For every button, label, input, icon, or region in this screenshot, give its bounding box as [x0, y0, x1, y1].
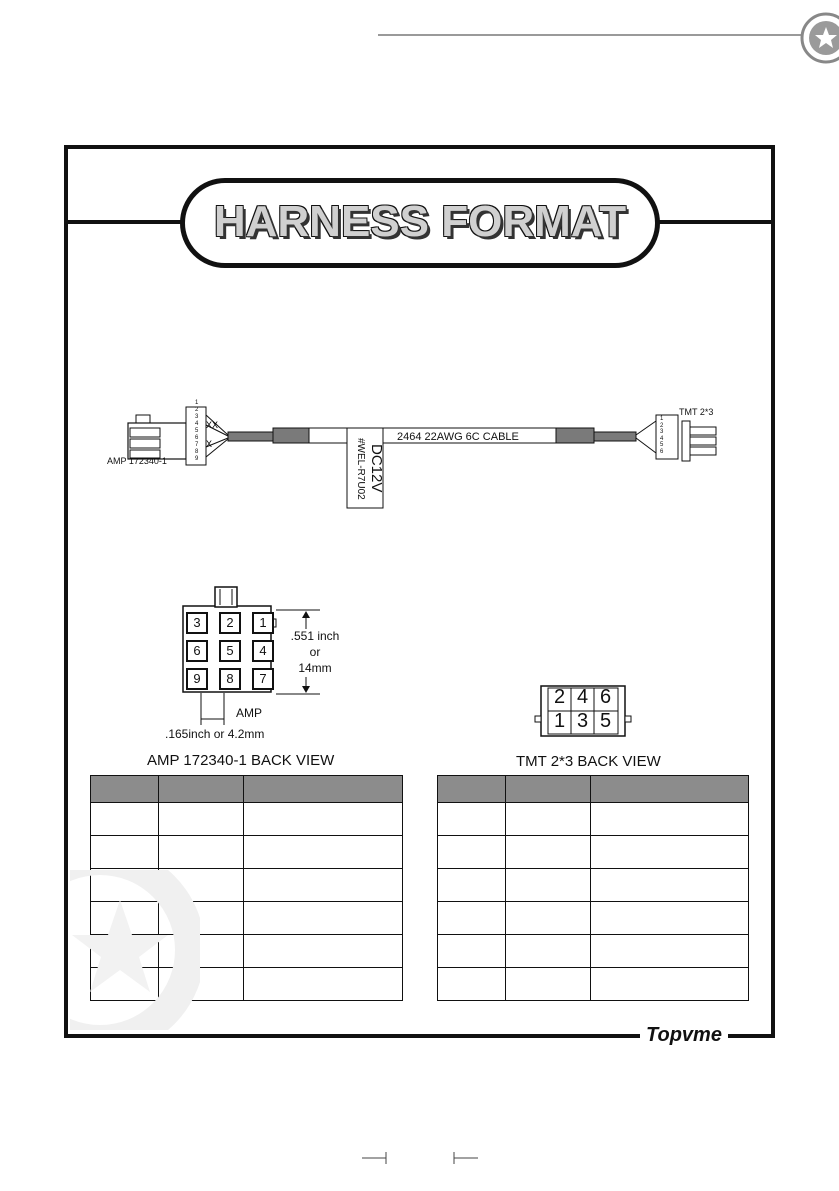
tag-part-number: #WEL-R7U02 — [355, 438, 366, 500]
table-header-cell — [159, 776, 244, 803]
table-cell — [244, 803, 403, 836]
amp-pin-list — [195, 400, 198, 463]
amp-harness-pin: 4 — [195, 421, 199, 427]
table-row — [438, 803, 749, 836]
table-cell — [244, 935, 403, 968]
amp-brand-label: AMP — [236, 706, 263, 720]
amp-pin-grid — [186, 612, 274, 696]
brand-logo: Topvme — [640, 1024, 728, 1047]
table-cell — [244, 902, 403, 935]
table-header-cell — [244, 776, 403, 803]
tmt-harness-pin: 3 — [660, 429, 664, 435]
tag-voltage: DC12V — [368, 444, 385, 493]
table-cell — [244, 968, 403, 1001]
table-cell — [506, 803, 591, 836]
table-header-cell — [506, 776, 591, 803]
amp-height-line1: .551 inch — [290, 629, 340, 643]
amp-pin-cell: 2 — [219, 612, 241, 634]
table-cell — [438, 803, 506, 836]
cable-sleeve-left — [228, 432, 273, 441]
table-cell — [438, 968, 506, 1001]
table-cell — [591, 968, 749, 1001]
table-row — [438, 935, 749, 968]
amp-pin-cell: 3 — [186, 612, 208, 634]
table-cell — [591, 836, 749, 869]
cable-heatshrink-right — [556, 428, 594, 443]
tmt-caption: TMT 2*3 BACK VIEW — [516, 753, 661, 770]
table-cell — [438, 935, 506, 968]
tmt-harness-pin: 1 — [660, 416, 664, 422]
table-cell — [91, 836, 159, 869]
table-cell — [506, 968, 591, 1001]
page-title: HARNESS FORMAT — [213, 197, 627, 246]
table-header-cell — [91, 776, 159, 803]
table-cell — [591, 869, 749, 902]
cable-spec-label: 2464 22AWG 6C CABLE — [397, 431, 519, 443]
table-cell — [438, 902, 506, 935]
table-cell — [591, 803, 749, 836]
tmt-harness-pin: 5 — [660, 442, 664, 448]
amp-width-dimension: .165inch or 4.2mm — [165, 727, 265, 741]
tmt-pin-cell: 3 — [576, 710, 589, 732]
tmt-harness-pin: 2 — [660, 422, 664, 429]
tmt-pin-cell: 6 — [599, 686, 612, 708]
amp-pin-cell: 7 — [252, 668, 274, 690]
table-cell — [506, 902, 591, 935]
amp-pin-cell: 4 — [252, 640, 274, 662]
table-row — [438, 836, 749, 869]
table-cell — [506, 869, 591, 902]
tmt-pin-cell: 1 — [553, 710, 566, 732]
title-rule-left — [68, 220, 183, 224]
table-header-cell — [438, 776, 506, 803]
table-cell — [506, 836, 591, 869]
table-cell — [244, 836, 403, 869]
amp-height-line3: 14mm — [298, 661, 332, 675]
amp-pin-cell: 8 — [219, 668, 241, 690]
page-marker-icon — [360, 1150, 490, 1170]
cable-tag-text — [347, 428, 383, 508]
tmt-pin-grid — [548, 686, 618, 734]
amp-pin-cell: 1 — [252, 612, 274, 634]
table-row — [438, 968, 749, 1001]
title-rule-right — [657, 220, 772, 224]
tmt-harness-pin: 4 — [660, 435, 664, 442]
svg-text:XX: XX — [206, 420, 219, 430]
amp-pin-cell: 5 — [219, 640, 241, 662]
amp-harness-pin: 2 — [195, 407, 199, 413]
tmt-connector-drawing — [636, 415, 716, 461]
amp-height-dimension — [288, 628, 342, 676]
tmt-pin-cell: 4 — [576, 686, 589, 708]
amp-caption: AMP 172340-1 BACK VIEW — [147, 752, 335, 769]
corner-emblem-icon — [800, 8, 839, 68]
table-cell — [438, 869, 506, 902]
amp-harness-pin: 6 — [195, 435, 199, 441]
cable-sleeve-right — [594, 432, 636, 441]
svg-text:X: X — [206, 439, 213, 449]
watermark-star-icon — [70, 870, 200, 1030]
table-header-cell — [591, 776, 749, 803]
amp-harness-pin: 5 — [195, 428, 199, 434]
title-banner — [180, 178, 660, 268]
amp-connector-label: AMP 172340-1 — [107, 456, 167, 466]
amp-harness-pin: 9 — [195, 456, 199, 462]
table-cell — [159, 803, 244, 836]
tmt-pin-list — [660, 416, 663, 455]
amp-height-line2: or — [309, 645, 321, 659]
table-row — [438, 902, 749, 935]
tmt-pin-cell: 5 — [599, 710, 612, 732]
table-cell — [591, 902, 749, 935]
amp-pin-cell: 9 — [186, 668, 208, 690]
amp-harness-pin: 1 — [195, 400, 199, 406]
table-cell — [91, 803, 159, 836]
table-cell — [506, 935, 591, 968]
tmt-harness-pin: 6 — [660, 448, 664, 455]
amp-harness-pin: 8 — [195, 449, 199, 455]
header-rule — [378, 34, 806, 36]
table-row — [438, 869, 749, 902]
tmt-connector-label: TMT 2*3 — [679, 407, 714, 417]
amp-harness-pin: 3 — [195, 414, 199, 420]
amp-pin-cell: 6 — [186, 640, 208, 662]
table-cell — [591, 935, 749, 968]
tmt-pin-cell: 2 — [553, 686, 566, 708]
amp-harness-pin: 7 — [195, 442, 199, 448]
table-row — [91, 836, 403, 869]
tmt-pin-table — [437, 775, 749, 1001]
table-cell — [244, 869, 403, 902]
table-cell — [438, 836, 506, 869]
table-cell — [159, 836, 244, 869]
cable-heatshrink-left — [273, 428, 309, 443]
table-row — [91, 803, 403, 836]
